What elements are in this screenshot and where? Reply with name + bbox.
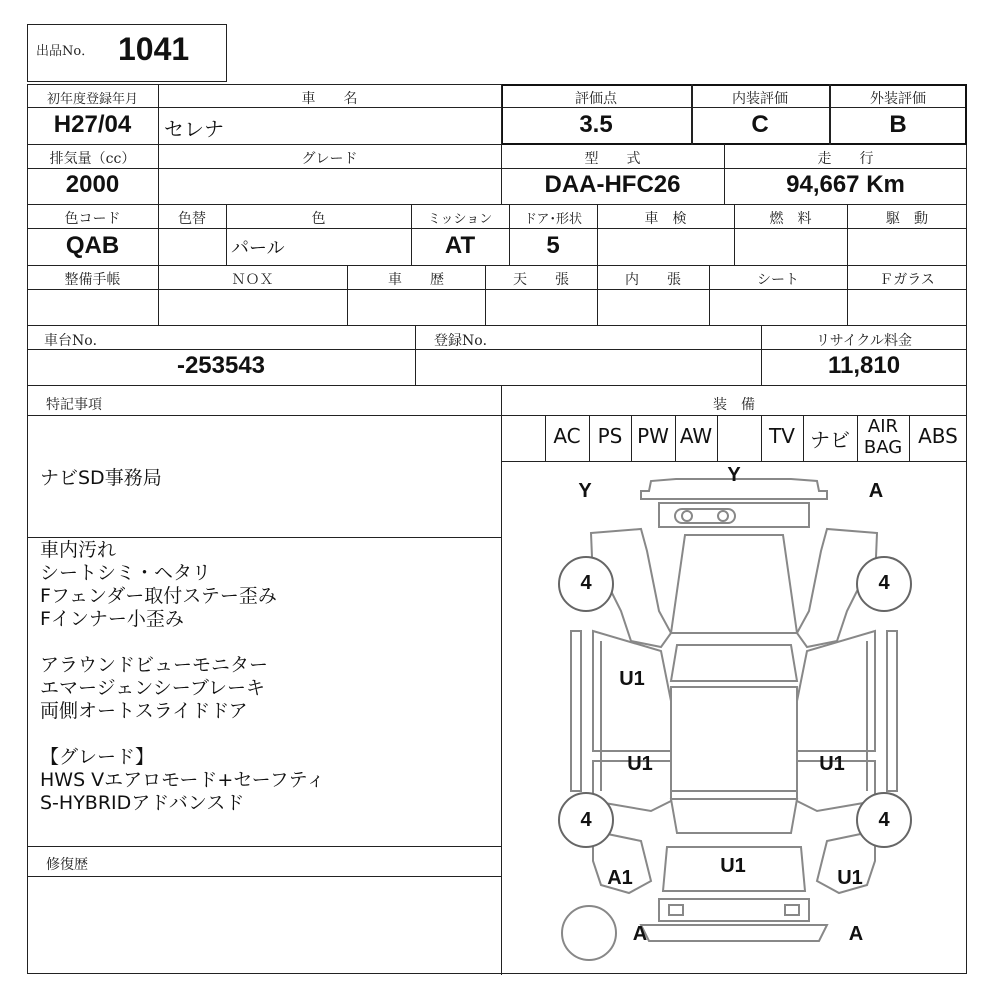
nox-label: ＮＯＸ: [231, 272, 274, 288]
displacement-label: 排気量（cc）: [49, 151, 136, 167]
interior-value: C: [751, 111, 769, 138]
damage-rear-right: U1: [837, 867, 863, 889]
recycle-label: リサイクル料金: [815, 333, 913, 349]
registration-label: 登録No．: [434, 333, 497, 349]
history-label: 車 歴: [388, 272, 444, 288]
interior-label: 内装評価: [732, 91, 788, 107]
damage-front-left: Y: [578, 480, 592, 502]
lot-number: 1041: [118, 31, 190, 67]
fglass-label: Ｆガラス: [879, 272, 935, 288]
damage-bottom-left: A: [632, 923, 648, 945]
displacement-value: 2000: [65, 171, 120, 198]
exterior-value: B: [889, 111, 907, 138]
chassis-label: 車台No．: [44, 333, 107, 349]
damage-rr-wheel: 4: [878, 809, 890, 831]
score-value: 3.5: [579, 111, 613, 138]
equipment-navi: ナビ: [810, 428, 850, 452]
door-label: ドア･形状: [523, 212, 583, 227]
maintenance-label: 整備手帳: [64, 272, 121, 288]
damage-rear-left: A1: [607, 867, 633, 889]
fuel-label: 燃 料: [769, 211, 812, 227]
equipment-aw: AW: [679, 424, 713, 448]
reg-date-value: H27/04: [53, 111, 132, 138]
damage-right-rear-door: U1: [819, 753, 845, 775]
mission-label: ミッション: [427, 212, 493, 227]
color-code-label: 色コード: [64, 211, 121, 227]
equipment-airbag: AIR BAG: [863, 416, 903, 458]
lot-label: 出品No．: [36, 44, 95, 59]
equipment-ac: AC: [553, 424, 581, 448]
chassis-value: -253543: [176, 352, 266, 379]
interior-trim-label: 内 張: [625, 272, 681, 288]
drive-label: 駆 動: [886, 211, 928, 227]
reg-date-label: 初年度登録年月: [46, 92, 138, 107]
inspection-label: 車 検: [644, 211, 687, 227]
mission-value: AT: [444, 232, 476, 259]
damage-left-rear-door: U1: [627, 753, 653, 775]
equipment-tv: TV: [769, 424, 795, 448]
recycle-value: 11,810: [827, 352, 901, 379]
door-value: 5: [546, 232, 560, 259]
damage-fl-wheel: 4: [580, 572, 592, 594]
color-value: パール: [231, 238, 285, 259]
special-label: 特記事項: [46, 397, 102, 413]
damage-left-front-door: U1: [619, 668, 645, 690]
damage-rl-wheel: 4: [580, 809, 592, 831]
car-name-label: 車 名: [301, 91, 358, 107]
equipment-pw: PW: [637, 424, 669, 448]
color-label: 色: [311, 211, 326, 227]
exterior-label: 外装評価: [870, 91, 926, 107]
mileage-label: 走 行: [817, 151, 874, 167]
model-value: DAA-HFC26: [544, 171, 681, 198]
car-name-value: セレナ: [164, 117, 224, 141]
grade-label: グレード: [301, 151, 358, 167]
damage-fr-wheel: 4: [878, 572, 890, 594]
damage-front-right: A: [868, 480, 884, 502]
equipment-abs: ABS: [918, 424, 958, 448]
color-code-value: QAB: [65, 232, 120, 259]
mileage-value: 94,667 Km: [786, 171, 905, 198]
roof-label: 天 張: [513, 272, 569, 288]
damage-front-center: Y: [727, 464, 741, 486]
seat-label: シート: [757, 272, 799, 288]
repair-label: 修復歴: [46, 857, 88, 873]
recolor-label: 色替: [178, 211, 206, 227]
equipment-label: 装 備: [713, 397, 755, 413]
damage-rear-center: U1: [720, 855, 746, 877]
score-label: 評価点: [575, 91, 617, 107]
damage-bottom-right: A: [848, 923, 864, 945]
special-notes: 車内汚れ シートシミ・ヘタリ Fフェンダー取付ステー歪み Fインナー小歪み アラウンドビューモニター エマージェンシーブレーキ 両側オートスライドドア 【グレード】 HWS Vエアロモード+セーフティ S-HYBRIDアドバンスド: [40, 539, 326, 814]
car-damage-diagram: [501, 461, 967, 974]
equipment-ps: PS: [597, 424, 623, 448]
special-top-note: ナビSD事務局: [40, 467, 162, 489]
model-label: 型 式: [584, 151, 641, 167]
